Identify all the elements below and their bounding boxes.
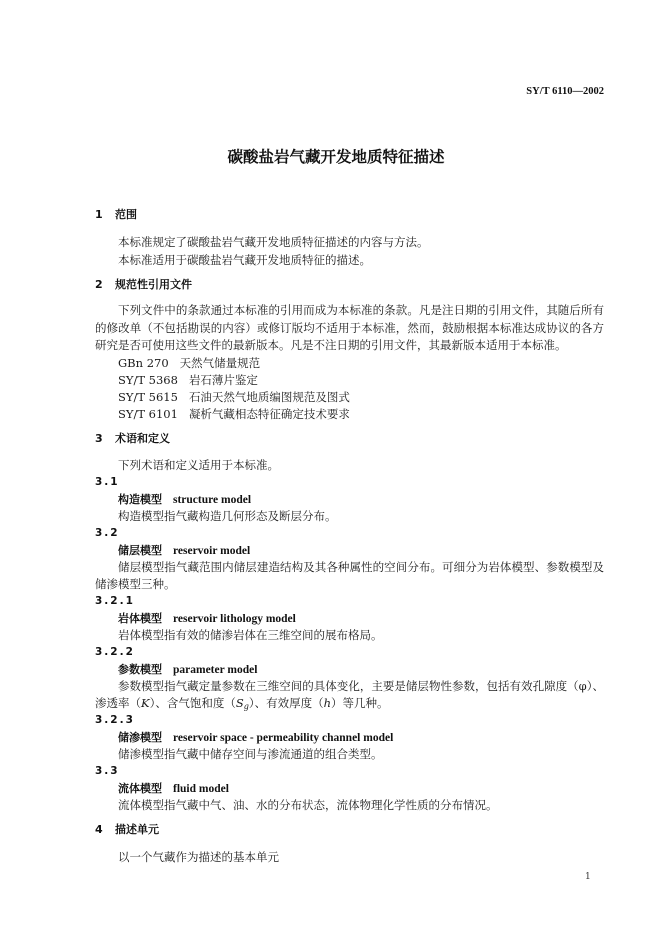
section-2-line-1: 下列文件中的条款通过本标准的引用而成为本标准的条款。凡是注日期的引用文件，其随后所有 — [118, 303, 604, 317]
term-definition-line: 岩体模型指有效的储渗岩体在三维空间的展布格局。 — [118, 628, 383, 642]
section-3-heading — [95, 432, 170, 446]
term-name-zh: 流体模型 — [118, 782, 162, 795]
term-definition-line — [95, 696, 389, 710]
section-2-heading — [95, 278, 192, 292]
term-number: 3.2 — [95, 527, 120, 539]
reference-code: SY/T 6101 — [118, 407, 178, 421]
term-name-en: reservoir space - permeability channel model — [173, 732, 394, 744]
text-fragment: ）、有效厚度（ — [248, 696, 324, 710]
term-name — [118, 543, 250, 558]
section-2-line-3: 研究是否可使用这些文件的最新版本。凡是不注日期的引用文件，其最新版本适用于本标准。 — [95, 338, 567, 352]
term-name-zh: 参数模型 — [118, 663, 162, 676]
section-3-intro: 下列术语和定义适用于本标准。 — [118, 458, 279, 472]
term-name-en: fluid model — [173, 783, 229, 795]
section-number: 1 — [95, 208, 103, 221]
section-title: 范围 — [115, 208, 137, 221]
reference-item — [118, 373, 258, 387]
section-1-heading — [95, 208, 137, 222]
term-definition-line: 储层模型指气藏范围内储层建造结构及其各种属性的空间分布。可细分为岩体模型、参数模型及 — [118, 560, 604, 574]
reference-item — [118, 390, 350, 404]
section-number: 4 — [95, 823, 103, 836]
term-number: 3.1 — [95, 476, 120, 488]
term-definition-line: 构造模型指气藏构造几何形态及断层分布。 — [118, 509, 337, 523]
section-title: 描述单元 — [115, 823, 159, 836]
term-number: 3.2.1 — [95, 595, 135, 607]
document-title: 碳酸盐岩气藏开发地质特征描述 — [227, 148, 445, 166]
term-name-en: structure model — [173, 494, 252, 506]
symbol-permeability: K — [141, 696, 150, 710]
symbol-subscript: g — [243, 702, 249, 711]
term-name — [118, 730, 393, 745]
reference-name: 石油天然气地质编图规范及图式 — [188, 390, 350, 404]
term-name-zh: 构造模型 — [118, 493, 162, 506]
section-title: 术语和定义 — [115, 432, 170, 445]
term-definition-line: 流体模型指气藏中气、油、水的分布状态，流体物理化学性质的分布情况。 — [118, 798, 498, 812]
term-definition-line: 参数模型指气藏定量参数在三维空间的具体变化，主要是储层物性参数，包括有效孔隙度（φ）、 — [118, 679, 604, 693]
term-number: 3.2.2 — [95, 646, 135, 658]
reference-name: 岩石薄片鉴定 — [188, 373, 258, 387]
reference-name: 天然气储量规范 — [179, 356, 261, 370]
term-name-zh: 储渗模型 — [118, 731, 162, 744]
section-2-line-2: 的修改单（不包括勘误的内容）或修订版均不适用于本标准，然而，鼓励根据本标准达成协议的各方 — [95, 321, 604, 335]
reference-code: SY/T 5368 — [118, 373, 178, 387]
term-name-en: parameter model — [173, 664, 258, 676]
page-number: 1 — [585, 872, 591, 882]
term-definition-line: 储渗模型指气藏中储存空间与渗流通道的组合类型。 — [118, 747, 383, 761]
section-number: 2 — [95, 278, 103, 291]
text-fragment: ）等几种。 — [331, 696, 389, 710]
reference-item — [118, 356, 260, 370]
symbol-thickness: h — [323, 696, 332, 710]
section-4-line-1: 以一个气藏作为描述的基本单元 — [118, 850, 279, 864]
term-number: 3.3 — [95, 765, 120, 777]
term-name — [118, 662, 257, 677]
section-1-line-1: 本标准规定了碳酸盐岩气藏开发地质特征描述的内容与方法。 — [118, 235, 429, 249]
term-name — [118, 611, 296, 626]
reference-code: GBn 270 — [118, 356, 169, 370]
term-name-en: reservoir model — [173, 545, 251, 557]
term-name-en: reservoir lithology model — [173, 613, 296, 625]
reference-name: 凝析气藏相态特征确定技术要求 — [188, 407, 350, 421]
section-number: 3 — [95, 432, 103, 445]
term-name — [118, 781, 229, 796]
term-name-zh: 岩体模型 — [118, 612, 162, 625]
term-name — [118, 492, 251, 507]
text-fragment: ）、含气饱和度（ — [149, 696, 236, 710]
term-name-zh: 储层模型 — [118, 544, 162, 557]
section-1-line-2: 本标准适用于碳酸盐岩气藏开发地质特征的描述。 — [118, 253, 371, 267]
reference-code: SY/T 5615 — [118, 390, 178, 404]
term-definition-line: 储渗模型三种。 — [95, 577, 176, 591]
section-4-heading — [95, 823, 159, 837]
section-title: 规范性引用文件 — [115, 278, 192, 291]
symbol-gas-saturation: S — [235, 696, 244, 710]
reference-item — [118, 407, 350, 421]
standard-code: SY/T 6110—2002 — [526, 86, 604, 97]
text-fragment: 渗透率（ — [95, 696, 141, 710]
term-number: 3.2.3 — [95, 714, 135, 726]
